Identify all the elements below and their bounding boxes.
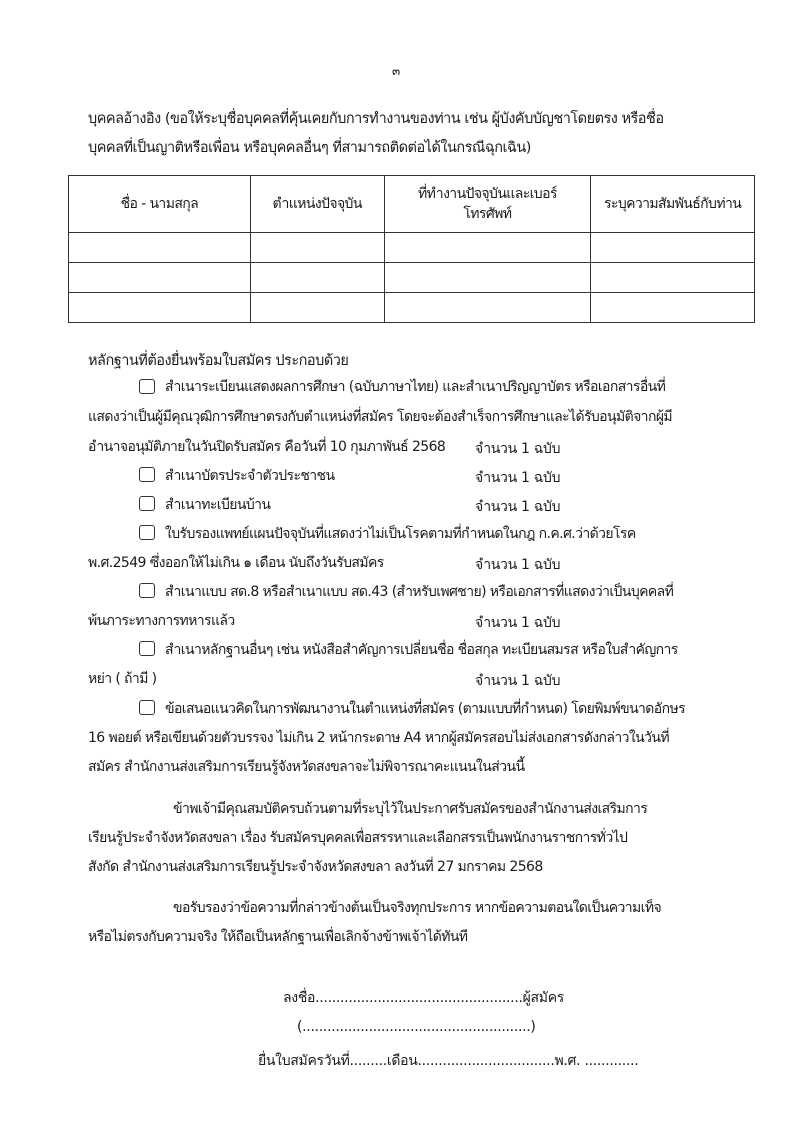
cell-relationship[interactable] xyxy=(591,293,755,323)
signature-line[interactable]: ลงชื่อ..................................................ผู้สมัคร xyxy=(283,990,564,1006)
item-military-document-quantity: จำนวน 1 ฉบับ xyxy=(475,615,561,631)
qualification-line-3: สังกัด สำนักงานส่งเสริมการเรียนรู้ประจำจังหวัดสงขลา ลงวันที่ 27 มกราคม 2568 xyxy=(88,859,543,875)
checkbox-transcript[interactable] xyxy=(139,379,155,394)
item-house-registration-quantity: จำนวน 1 ฉบับ xyxy=(475,499,561,515)
cell-position[interactable] xyxy=(250,293,384,323)
item-other-evidence-line-1: สำเนาหลักฐานอื่นๆ เช่น หนังสือสำคัญการเปลี่ยนชื่อ ชื่อสกุล ทะเบียนสมรส หรือใบสำคัญการ xyxy=(165,642,678,658)
header-name-label: ชื่อ - นามสกุล xyxy=(120,196,199,212)
certification-line-2: หรือไม่ตรงกับความจริง ให้ถือเป็นหลักฐานเพื่อเลิกจ้างข้าพเจ้าได้ทันที xyxy=(88,929,468,945)
item-transcript-line-3: อำนาจอนุมัติภายในวันปิดรับสมัคร คือวันที่ 10 กุมภาพันธ์ 2568 xyxy=(88,439,446,455)
item-development-proposal-line-1: ข้อเสนอแนวคิดในการพัฒนางานในตำแหน่งที่สมัคร (ตามแบบที่กำหนด) โดยพิมพ์ขนาดอักษร xyxy=(165,701,686,717)
item-transcript-line-2: แสดงว่าเป็นผู้มีคุณวุฒิการศึกษาตรงกับตำแหน่งที่สมัคร โดยจะต้องสำเร็จการศึกษาและได้รับอนุมัติจากผู้มี xyxy=(88,409,673,425)
item-other-evidence-line-2: หย่า ( ถ้ามี ) xyxy=(88,671,157,687)
item-transcript-line-1: สำเนาระเบียนแสดงผลการศึกษา (ฉบับภาษาไทย) และสำเนาปริญญาบัตร หรือเอกสารอื่นที่ xyxy=(165,379,666,395)
table-header-row xyxy=(69,176,755,233)
item-id-card-quantity: จำนวน 1 ฉบับ xyxy=(475,470,561,486)
cell-workplace[interactable] xyxy=(384,293,591,323)
cell-position[interactable] xyxy=(250,233,384,263)
checkbox-id-card[interactable] xyxy=(139,467,155,482)
page-number: ๓ xyxy=(392,64,401,78)
checkbox-house-registration[interactable] xyxy=(139,496,155,511)
item-id-card-label: สำเนาบัตรประจำตัวประชาชน xyxy=(165,468,335,484)
cell-relationship[interactable] xyxy=(591,233,755,263)
references-intro-line-2: บุคคลที่เป็นญาติหรือเพื่อน หรือบุคคลอื่นๆ ที่สามารถติดต่อได้ในกรณีฉุกเฉิน) xyxy=(88,140,531,156)
item-transcript-quantity: จำนวน 1 ฉบับ xyxy=(475,441,561,457)
item-development-proposal-line-3: สมัคร สำนักงานส่งเสริมการเรียนรู้จังหวัดสงขลาจะไม่พิจารณาคะแนนในส่วนนี้ xyxy=(88,759,525,775)
cell-name[interactable] xyxy=(69,233,251,263)
checkbox-other-evidence[interactable] xyxy=(139,641,155,656)
qualification-line-2: เรียนรู้ประจำจังหวัดสงขลา เรื่อง รับสมัครบุคคลเพื่อสรรหาและเลือกสรรเป็นพนักงานราชการทั่วไป xyxy=(88,830,628,846)
header-name xyxy=(69,176,251,233)
item-medical-certificate-line-1: ใบรับรองแพทย์แผนปัจจุบันที่แสดงว่าไม่เป็นโรคตามที่กำหนดในกฎ ก.ค.ศ.ว่าด้วยโรค xyxy=(165,526,636,542)
cell-name[interactable] xyxy=(69,263,251,293)
references-table xyxy=(68,175,755,323)
item-medical-certificate-line-2: พ.ศ.2549 ซึ่งออกให้ไม่เกิน ๑ เดือน นับถึงวันรับสมัคร xyxy=(88,555,384,571)
header-position-label: ตำแหน่งปัจจุบัน xyxy=(272,196,362,212)
table-row xyxy=(69,293,755,323)
item-military-document-line-1: สำเนาแบบ สด.8 หรือสำเนาแบบ สด.43 (สำหรับเพศชาย) หรือเอกสารที่แสดงว่าเป็นบุคคลที่ xyxy=(165,584,674,600)
cell-position[interactable] xyxy=(250,263,384,293)
item-house-registration-label: สำเนาทะเบียนบ้าน xyxy=(165,497,271,513)
cell-name[interactable] xyxy=(69,293,251,323)
header-relationship-label: ระบุความสัมพันธ์กับท่าน xyxy=(604,196,742,212)
header-relationship xyxy=(591,176,755,233)
certification-line-1: ขอรับรองว่าข้อความที่กล่าวข้างต้นเป็นจริงทุกประการ หากข้อความตอนใดเป็นความเท็จ xyxy=(173,900,662,916)
cell-relationship[interactable] xyxy=(591,263,755,293)
header-workplace-phone xyxy=(384,176,591,233)
checkbox-development-proposal[interactable] xyxy=(139,700,155,715)
documents-section-title: หลักฐานที่ต้องยื่นพร้อมใบสมัคร ประกอบด้วย xyxy=(88,353,349,369)
table-row xyxy=(69,233,755,263)
submission-date-line[interactable]: ยื่นใบสมัครวันที่.........เดือน.................................พ.ศ. ............. xyxy=(258,1053,639,1069)
printed-name-line[interactable]: (.......................................................) xyxy=(297,1019,536,1035)
cell-workplace[interactable] xyxy=(384,263,591,293)
item-other-evidence-quantity: จำนวน 1 ฉบับ xyxy=(475,673,561,689)
references-intro-line-1: บุคคลอ้างอิง (ขอให้ระบุชื่อบุคคลที่คุ้นเคยกับการทำงานของท่าน เช่น ผู้บังคับบัญชาโดยตรง หรือชื่อ xyxy=(88,111,664,127)
item-military-document-line-2: พ้นภาระทางการทหารแล้ว xyxy=(88,613,235,629)
header-workplace-label: ที่ทำงานปัจจุบันและเบอร์ xyxy=(417,186,557,202)
qualification-line-1: ข้าพเจ้ามีคุณสมบัติครบถ้วนตามที่ระบุไว้ในประกาศรับสมัครของสำนักงานส่งเสริมการ xyxy=(173,801,648,817)
checkbox-medical-certificate[interactable] xyxy=(139,525,155,540)
item-development-proposal-line-2: 16 พอยต์ หรือเขียนด้วยตัวบรรจง ไม่เกิน 2 หน้ากระดาษ A4 หากผู้สมัครสอบไม่ส่งเอกสารดังกล่าวในวันที่ xyxy=(88,730,669,746)
checkbox-military-document[interactable] xyxy=(139,583,155,598)
header-position xyxy=(250,176,384,233)
header-phone-label: โทรศัพท์ xyxy=(463,206,512,222)
item-medical-certificate-quantity: จำนวน 1 ฉบับ xyxy=(475,557,561,573)
table-row xyxy=(69,263,755,293)
cell-workplace[interactable] xyxy=(384,233,591,263)
